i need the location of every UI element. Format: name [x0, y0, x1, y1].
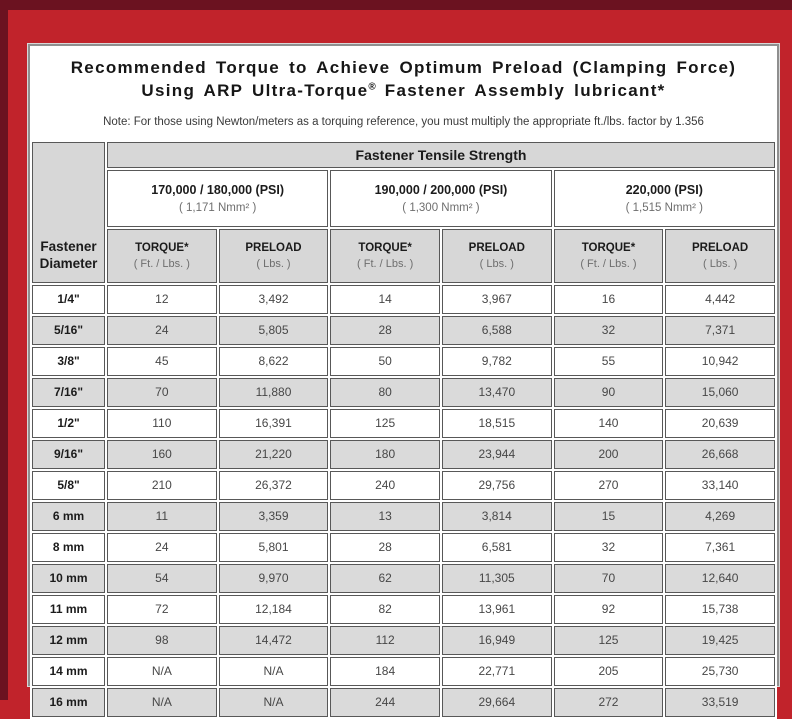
value-cell: 3,359 — [219, 502, 329, 531]
value-cell: 29,756 — [442, 471, 552, 500]
value-cell: 9,782 — [442, 347, 552, 376]
value-cell: 28 — [330, 316, 440, 345]
value-cell: 200 — [554, 440, 664, 469]
value-cell: N/A — [219, 657, 329, 686]
table-row — [32, 502, 775, 531]
diameter-cell: 7/16" — [32, 378, 105, 407]
torque-spec-table — [30, 140, 777, 719]
value-cell: 10,942 — [665, 347, 775, 376]
diameter-cell: 5/16" — [32, 316, 105, 345]
value-cell: 12,184 — [219, 595, 329, 624]
value-cell: 70 — [107, 378, 217, 407]
value-cell: 19,425 — [665, 626, 775, 655]
value-cell: 70 — [554, 564, 664, 593]
value-cell: 12,640 — [665, 564, 775, 593]
value-cell: 160 — [107, 440, 217, 469]
value-cell: 11,880 — [219, 378, 329, 407]
value-cell: 15 — [554, 502, 664, 531]
torque-column-header: TORQUE* ( Ft. / Lbs. ) — [330, 229, 440, 283]
value-cell: 4,442 — [665, 285, 775, 314]
value-cell: 4,269 — [665, 502, 775, 531]
psi-value: 220,000 (PSI) — [625, 182, 703, 197]
value-cell: 5,801 — [219, 533, 329, 562]
value-cell: 3,814 — [442, 502, 552, 531]
value-cell: 11 — [107, 502, 217, 531]
table-row — [32, 595, 775, 624]
table-row — [32, 564, 775, 593]
tensile-strength-row — [32, 142, 775, 168]
value-cell: 140 — [554, 409, 664, 438]
value-cell: N/A — [107, 657, 217, 686]
value-cell: 24 — [107, 533, 217, 562]
table-row — [32, 316, 775, 345]
value-cell: 272 — [554, 688, 664, 717]
value-cell: 32 — [554, 533, 664, 562]
diameter-cell: 11 mm — [32, 595, 105, 624]
value-cell: 244 — [330, 688, 440, 717]
frame-top-strip — [0, 0, 792, 10]
table-row — [32, 657, 775, 686]
diameter-cell: 12 mm — [32, 626, 105, 655]
value-cell: 13,470 — [442, 378, 552, 407]
value-cell: 24 — [107, 316, 217, 345]
value-cell: 180 — [330, 440, 440, 469]
value-cell: 7,361 — [665, 533, 775, 562]
diameter-cell: 1/2" — [32, 409, 105, 438]
value-cell: 98 — [107, 626, 217, 655]
value-cell: 270 — [554, 471, 664, 500]
table-row — [32, 533, 775, 562]
value-cell: 5,805 — [219, 316, 329, 345]
page-title — [36, 57, 771, 103]
frame-left-strip — [0, 0, 8, 700]
value-cell: 16,949 — [442, 626, 552, 655]
strength-group-170-180 — [107, 170, 328, 227]
value-cell: 15,738 — [665, 595, 775, 624]
torque-column-header: TORQUE* ( Ft. / Lbs. ) — [107, 229, 217, 283]
value-cell: 125 — [330, 409, 440, 438]
value-cell: 16 — [554, 285, 664, 314]
value-cell: 14 — [330, 285, 440, 314]
diameter-cell: 6 mm — [32, 502, 105, 531]
value-cell: 13,961 — [442, 595, 552, 624]
value-cell: 82 — [330, 595, 440, 624]
value-cell: 6,581 — [442, 533, 552, 562]
value-cell: 29,664 — [442, 688, 552, 717]
diameter-cell: 8 mm — [32, 533, 105, 562]
value-cell: 72 — [107, 595, 217, 624]
value-cell: 33,140 — [665, 471, 775, 500]
diameter-cell: 16 mm — [32, 688, 105, 717]
diameter-cell: 3/8" — [32, 347, 105, 376]
title-line-1: Recommended Torque to Achieve Optimum Preload (Clamping Force) — [70, 58, 737, 77]
preload-column-header: PRELOAD ( Lbs. ) — [219, 229, 329, 283]
document-card — [28, 44, 779, 710]
value-cell: 23,944 — [442, 440, 552, 469]
nmm-value: ( 1,171 Nmm² ) — [178, 201, 257, 214]
value-cell: 15,060 — [665, 378, 775, 407]
table-row — [32, 409, 775, 438]
value-cell: 3,967 — [442, 285, 552, 314]
value-cell: 21,220 — [219, 440, 329, 469]
strength-group-190-200 — [330, 170, 551, 227]
nmm-value: ( 1,515 Nmm² ) — [625, 201, 703, 214]
diameter-cell: 1/4" — [32, 285, 105, 314]
column-header-row — [32, 229, 775, 283]
value-cell: 240 — [330, 471, 440, 500]
value-cell: 45 — [107, 347, 217, 376]
value-cell: N/A — [107, 688, 217, 717]
psi-value: 190,000 / 200,000 (PSI) — [374, 182, 508, 197]
value-cell: 9,970 — [219, 564, 329, 593]
tensile-strength-header: Fastener Tensile Strength — [107, 142, 775, 168]
value-cell: 22,771 — [442, 657, 552, 686]
value-cell: 125 — [554, 626, 664, 655]
value-cell: 26,372 — [219, 471, 329, 500]
value-cell: 16,391 — [219, 409, 329, 438]
value-cell: 26,668 — [665, 440, 775, 469]
value-cell: N/A — [219, 688, 329, 717]
value-cell: 32 — [554, 316, 664, 345]
value-cell: 3,492 — [219, 285, 329, 314]
preload-column-header: PRELOAD ( Lbs. ) — [442, 229, 552, 283]
psi-value: 170,000 / 180,000 (PSI) — [151, 182, 285, 197]
table-row — [32, 688, 775, 717]
table-row — [32, 347, 775, 376]
value-cell: 55 — [554, 347, 664, 376]
diameter-cell: 9/16" — [32, 440, 105, 469]
value-cell: 6,588 — [442, 316, 552, 345]
value-cell: 62 — [330, 564, 440, 593]
value-cell: 54 — [107, 564, 217, 593]
strength-group-220 — [554, 170, 775, 227]
table-body — [32, 285, 775, 717]
conversion-note: Note: For those using Newton/meters as a torquing reference, you must multiply the appropriate ft./lbs. factor by 1.356 — [103, 115, 704, 128]
value-cell: 13 — [330, 502, 440, 531]
fastener-diameter-header: Fastener Diameter — [32, 142, 105, 283]
value-cell: 12 — [107, 285, 217, 314]
value-cell: 90 — [554, 378, 664, 407]
value-cell: 7,371 — [665, 316, 775, 345]
table-row — [32, 440, 775, 469]
value-cell: 28 — [330, 533, 440, 562]
table-row — [32, 626, 775, 655]
torque-column-header: TORQUE* ( Ft. / Lbs. ) — [554, 229, 664, 283]
value-cell: 50 — [330, 347, 440, 376]
diameter-cell: 10 mm — [32, 564, 105, 593]
value-cell: 25,730 — [665, 657, 775, 686]
value-cell: 11,305 — [442, 564, 552, 593]
table-row — [32, 471, 775, 500]
value-cell: 112 — [330, 626, 440, 655]
value-cell: 18,515 — [442, 409, 552, 438]
diameter-cell: 5/8" — [32, 471, 105, 500]
value-cell: 33,519 — [665, 688, 775, 717]
preload-column-header: PRELOAD ( Lbs. ) — [665, 229, 775, 283]
value-cell: 92 — [554, 595, 664, 624]
value-cell: 8,622 — [219, 347, 329, 376]
value-cell: 210 — [107, 471, 217, 500]
title-line-2: Using ARP Ultra-Torque® Fastener Assembly lubricant* — [141, 80, 666, 100]
psi-group-row — [32, 170, 775, 227]
value-cell: 184 — [330, 657, 440, 686]
table-row — [32, 285, 775, 314]
registered-trademark-symbol: ® — [368, 81, 376, 93]
value-cell: 14,472 — [219, 626, 329, 655]
diameter-cell: 14 mm — [32, 657, 105, 686]
value-cell: 110 — [107, 409, 217, 438]
table-row — [32, 378, 775, 407]
value-cell: 80 — [330, 378, 440, 407]
value-cell: 205 — [554, 657, 664, 686]
nmm-value: ( 1,300 Nmm² ) — [402, 201, 480, 214]
value-cell: 20,639 — [665, 409, 775, 438]
